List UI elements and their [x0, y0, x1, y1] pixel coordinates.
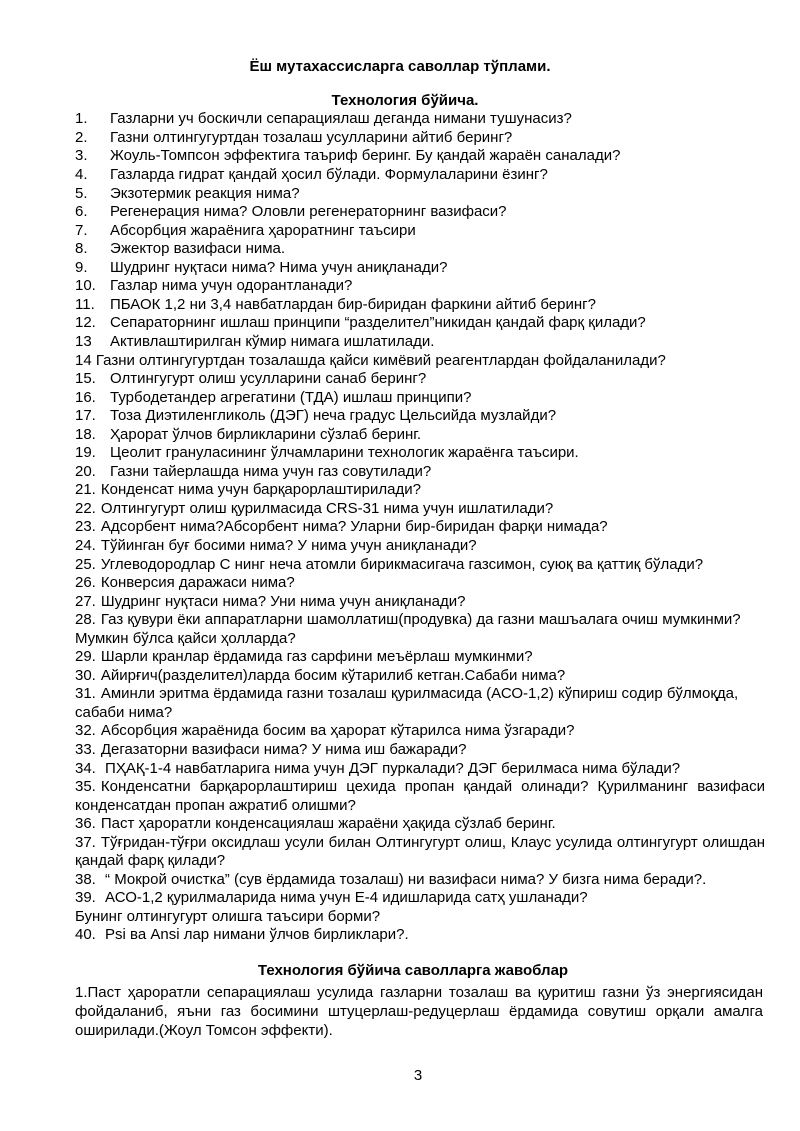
question-item [75, 667, 765, 686]
question-text: Шудринг нуқтаси нима? Нима учун аниқланади? [110, 258, 448, 276]
question-text: Адсорбент нима?Абсорбент нима? Уларни бир-биридан фарқи нимада? [100, 518, 608, 536]
question-text: Psi ва Ansi лар нимани ўлчов бирликлари?. [105, 926, 409, 944]
document-title: Ёш мутахассисларга саволлар тўплами. [249, 58, 551, 75]
question-number: 17. [75, 407, 96, 425]
question-item [75, 110, 765, 129]
question-number: 31. [75, 685, 96, 703]
question-number: 37. [75, 833, 96, 851]
question-item [75, 834, 765, 871]
page-number: 3 [413, 1067, 423, 1084]
question-number: 10. [75, 277, 96, 295]
question-text: Газни тайерлашда нима учун газ совутилади? [110, 462, 432, 480]
question-item [75, 444, 765, 463]
question-item [75, 407, 765, 426]
question-item [75, 314, 765, 333]
question-item [75, 685, 765, 722]
question-text: ПҲАҚ-1-4 навбатларига нима учун ДЭГ пуркалади? ДЭГ берилмаса нима бўлади? [105, 759, 681, 777]
question-text: Газлар нима учун одорантланади? [110, 277, 353, 295]
question-text: Цеолит грануласининг ўлчамларини технологик жараёнга таъсири. [110, 444, 579, 462]
question-item [75, 537, 765, 556]
question-text: Газни олтингугуртдан тозалаш усулларини айтиб беринг? [110, 128, 513, 146]
question-number: 24. [75, 536, 96, 554]
question-number: 28. [75, 611, 96, 629]
question-text: Газларни уч боскичли сепарациялаш деганда нимани тушунасиз? [110, 110, 572, 128]
question-text: Шарли кранлар ёрдамида газ сарфини меъёрлаш мумкинми? [100, 648, 533, 666]
question-text: “ Мокрой очистка” (сув ёрдамида тозалаш) ни вазифаси нима? У бизга нима беради?. [105, 870, 707, 888]
question-item [75, 259, 765, 278]
question-number: 21. [75, 481, 96, 499]
question-text: Газларда гидрат қандай ҳосил бўлади. Формулаларини ёзинг? [110, 166, 548, 184]
question-item [75, 500, 765, 519]
question-number: 18. [75, 425, 96, 443]
question-item [75, 908, 765, 927]
question-text: Олтингугурт олиш усулларини санаб беринг? [110, 370, 427, 388]
question-item [75, 129, 765, 148]
question-text: Газ қувури ёки аппаратларни шамоллатиш(продувка) да газни машъалага очиш мумкинми? Мумкин бўлса қайси ҳолларда? [75, 611, 741, 647]
question-number: 38. [75, 870, 96, 888]
question-number: 20. [75, 462, 96, 480]
question-text: Тоза Диэтиленгликоль (ДЭГ) неча градус Цельсийда музлайди? [110, 407, 557, 425]
questions-list [75, 110, 765, 945]
question-number: 2. [75, 128, 88, 146]
question-text: Эжектор вазифаси нима. [110, 240, 286, 258]
question-number: 26. [75, 574, 96, 592]
question-item [75, 333, 765, 352]
question-item [75, 296, 765, 315]
question-item [75, 741, 765, 760]
question-number: 39. [75, 889, 96, 907]
question-text: Тўйинган буғ босими нима? У нима учун аниқланади? [100, 536, 477, 554]
question-number: 9. [75, 258, 88, 276]
question-number: 7. [75, 221, 88, 239]
question-item [75, 815, 765, 834]
question-item [75, 185, 765, 204]
question-number: 30. [75, 666, 96, 684]
question-item [75, 389, 765, 408]
question-item [75, 593, 765, 612]
question-text: Олтингугурт олиш қурилмасида CRS-31 нима учун ишлатилади? [100, 499, 554, 517]
question-item [75, 240, 765, 259]
question-number: 3. [75, 147, 88, 165]
question-text: АСО-1,2 қурилмаларида нима учун Е-4 идишларида сатҳ ушланади? [105, 889, 588, 907]
question-text: Турбодетандер агрегатини (ТДА) ишлаш принципи? [110, 388, 472, 406]
question-text: Абсорбция жараёнида босим ва ҳарорат кўтарилса нима ўзгаради? [100, 722, 575, 740]
question-item [75, 926, 765, 945]
question-item [75, 760, 765, 779]
question-item [75, 426, 765, 445]
question-number: 27. [75, 592, 96, 610]
question-number: 25. [75, 555, 96, 573]
question-item [75, 778, 765, 815]
question-number: 19. [75, 444, 96, 462]
question-text: ПБАОК 1,2 ни 3,4 навбатлардан бир-биридан фаркини айтиб беринг? [110, 295, 596, 313]
question-text: Дегазаторни вазифаси нима? У нима иш бажаради? [100, 740, 467, 758]
question-number: 4. [75, 166, 88, 184]
question-number: 40. [75, 926, 96, 944]
question-number: 35. [75, 778, 96, 796]
question-number: 6. [75, 203, 88, 221]
question-text: Сепараторнинг ишлаш принципи “разделител”никидан қандай фарқ қилади? [110, 314, 646, 332]
question-number: 34. [75, 759, 96, 777]
question-text: Абсорбция жараёнига ҳароратнинг таъсири [110, 221, 416, 239]
question-number: 32. [75, 722, 96, 740]
question-text: Шудринг нуқтаси нима? Уни нима учун аниқланади? [100, 592, 466, 610]
question-text: Паст ҳароратли конденсациялаш жараёни ҳақида сўзлаб беринг. [100, 815, 556, 833]
question-item [75, 722, 765, 741]
question-item [75, 463, 765, 482]
question-text: Газни олтингугуртдан тозалашда қайси кимёвий реагентлардан фойдаланилади? [95, 351, 666, 369]
question-item [75, 222, 765, 241]
question-number: 12. [75, 314, 96, 332]
question-number: 36. [75, 815, 96, 833]
question-number: 15. [75, 370, 96, 388]
question-item [75, 518, 765, 537]
question-item [75, 352, 765, 371]
question-number: 23. [75, 518, 96, 536]
question-number: 11. [75, 295, 95, 313]
question-item [75, 147, 765, 166]
question-text: Регенерация нима? Оловли регенераторнинг вазифаси? [110, 203, 507, 221]
question-number: 33. [75, 740, 96, 758]
question-text: Ҳарорат ўлчов бирликларини сўзлаб беринг. [110, 425, 422, 443]
question-item [75, 574, 765, 593]
question-number: 13 [75, 332, 92, 350]
question-number: 16. [75, 388, 96, 406]
question-number: 1. [75, 110, 88, 128]
question-text: Аминли эритма ёрдамида газни тозалаш қурилмасида (АСО-1,2) кўпириш содир бўлмоқда, сабаби нима? [75, 685, 739, 721]
question-item [75, 481, 765, 500]
section-subtitle: Технология бўйича. [331, 92, 479, 109]
question-text: Тўғридан-тўғри оксидлаш усули билан Олтингугурт олиш, Клаус усулида олтингугурт олишдан қандай фарқ қилади? [75, 833, 765, 870]
question-text: Конверсия даражаси нима? [100, 574, 295, 592]
question-item [75, 648, 765, 667]
question-number: 5. [75, 184, 88, 202]
question-number: 22. [75, 499, 96, 517]
question-number: 29. [75, 648, 96, 666]
question-text: Бунинг олтингугурт олишга таъсири борми? [75, 907, 381, 925]
question-number: 14 [75, 351, 92, 369]
question-item [75, 889, 765, 908]
question-item [75, 277, 765, 296]
question-item [75, 166, 765, 185]
question-text: Конденсатни барқарорлаштириш цехида пропан қандай олинади? Қурилманинг вазифаси конденсатдан пропан ажратиб олишми? [75, 778, 765, 814]
question-text: Конденсат нима учун барқарорлаштирилади? [100, 481, 421, 499]
question-text: Активлаштирилган кўмир нимага ишлатилади. [110, 332, 435, 350]
question-item [75, 203, 765, 222]
question-number: 8. [75, 240, 88, 258]
answers-title: Технология бўйича саволларга жавоблар [257, 962, 569, 979]
question-text: Айирғич(разделител)ларда босим кўтарилиб кетган.Сабаби нима? [100, 666, 566, 684]
answer-paragraph: 1.Паст ҳароратли сепарациялаш усулида газларни тозалаш ва қуритиш газни ўз энергиясидан фойдаланиб, яъни газ босимини штуцерлаш-редуцерлаш ёрдамида совутиш орқали амалга оширилади.(Жоул Томсон эффекти). [75, 984, 763, 1039]
question-item [75, 871, 765, 890]
question-text: Экзотермик реакция нима? [110, 184, 300, 202]
question-item [75, 556, 765, 575]
question-text: Углеводородлар С нинг неча атомли бирикмасигача газсимон, суюқ ва қаттиқ бўлади? [100, 555, 704, 573]
question-item [75, 370, 765, 389]
question-text: Жоуль-Томпсон эффектига таъриф беринг. Бу қандай жараён саналади? [110, 147, 621, 165]
question-item [75, 611, 765, 648]
